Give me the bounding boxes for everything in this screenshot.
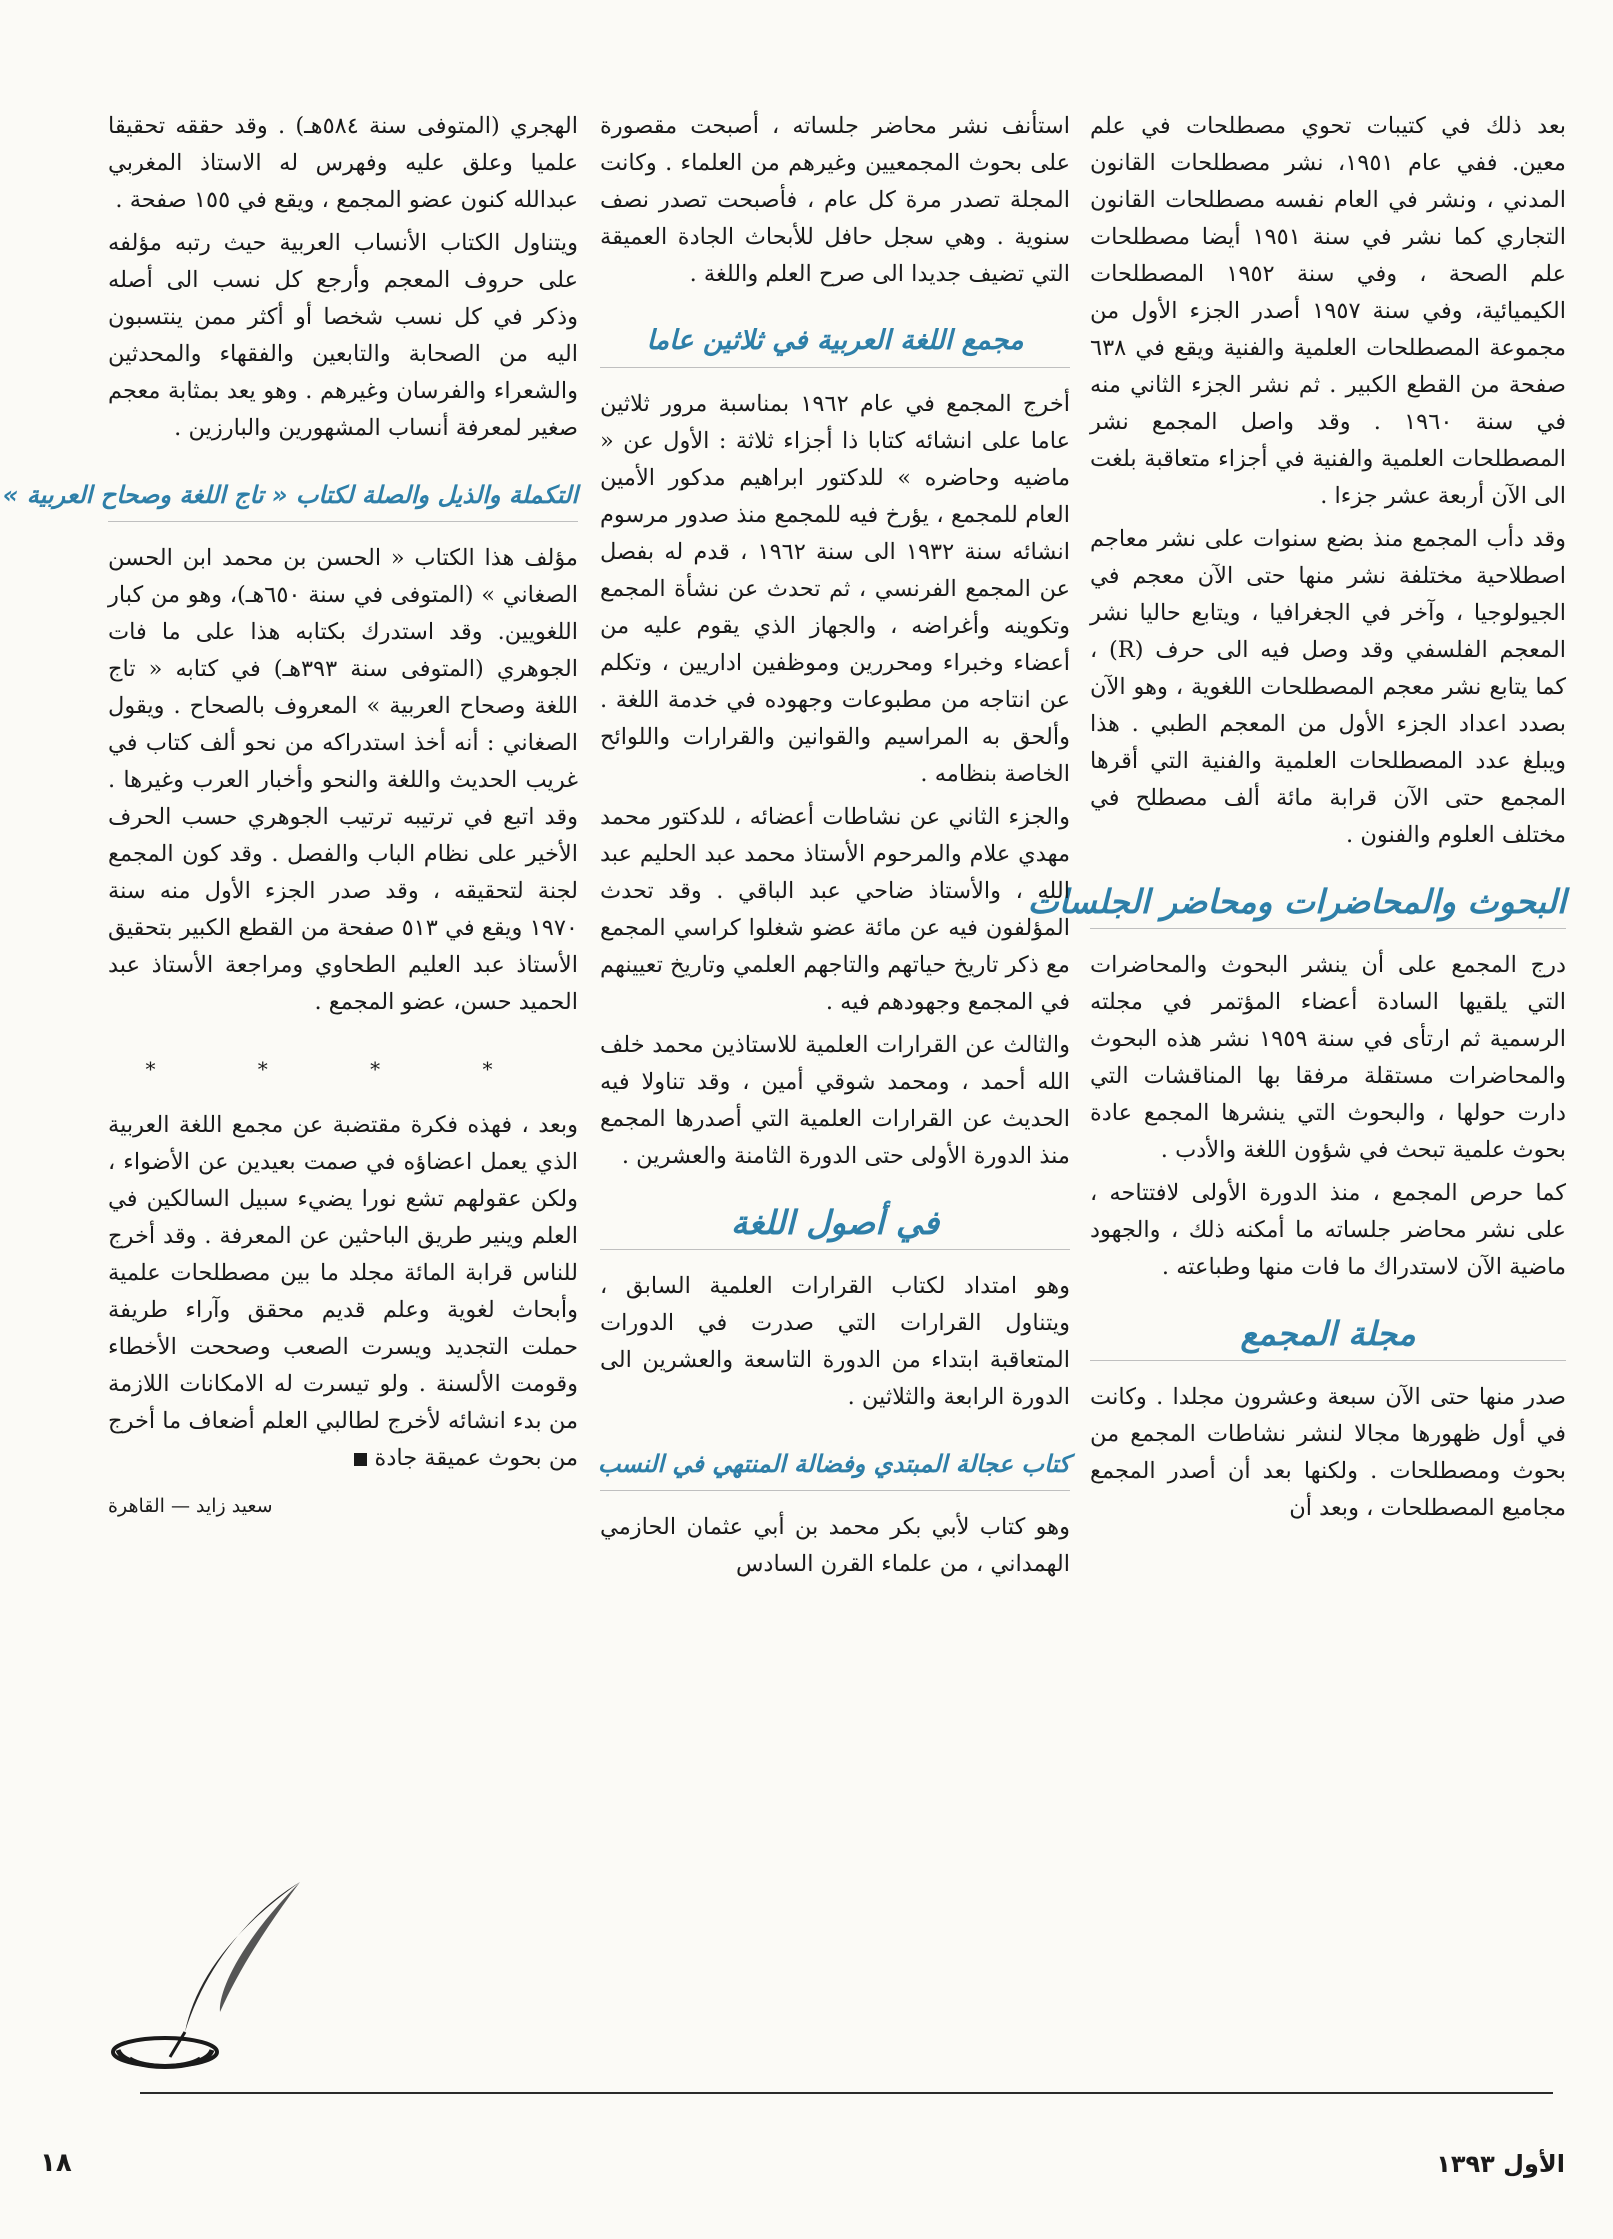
paragraph: والجزء الثاني عن نشاطات أعضائه ، للدكتور محمد مهدي علام والمرحوم الأستاذ محمد عبد الحليم عبد الله ، والأستاذ ضاحي عبد الباقي . وقد تحدث المؤلفون فيه عن مائة عضو شغلوا كراسي المجمع مع ذكر تاريخ حياتهم والتاجهم العلمي وتاريخ تعيينهم في المجمع وجهودهم فيه . — [600, 804, 1070, 1015]
paragraph: وقد دأب المجمع منذ بضع سنوات على نشر معاجم اصطلاحية مختلفة نشر منها حتى الآن معجم في الجيولوجيا ، وآخر في الجغرافيا ، ويتابع حاليا نشر المعجم الفلسفي وقد وصل فيه الى حرف (R) ، كما يتابع نشر معجم المصطلحات اللغوية ، وهو الآن بصدد اعداد الجزء الأول من المعجم الطبي . هذا ويبلغ عدد المصطلحات العلمية والفنية التي أقرها المجمع حتى الآن قرابة مائة ألف مصطلح في مختلف العلوم والفنون . — [1090, 526, 1566, 848]
paragraph: مؤلف هذا الكتاب « الحسن بن محمد ابن الحسن الصغاني » (المتوفى في سنة ٦٥٠هـ)، وهو من كبار اللغويين. وقد استدرك بكتابه هذا على ما فات الجوهري (المتوفى سنة ٣٩٣هـ) في كتابه « تاج اللغة وصحاح العربية » المعروف بالصحاح . ويقول الصغاني : أنه أخذ استدراكه من نحو ألف كتاب في غريب الحديث واللغة والنحو وأخبار العرب وغيرها . وقد اتبع في ترتيبه ترتيب الجوهري حسب الحرف الأخير على نظام الباب والفصل . وقد كون المجمع لجنة لتحقيقه ، وقد صدر الجزء الأول منه سنة ١٩٧٠ ويقع في ٥١٣ صفحة من القطع الكبير بتحقيق الأستاذ عبد العليم الطحاوي ومراجعة الأستاذ عبد الحميد حسن، عضو المجمع . — [108, 545, 578, 1015]
paragraph: بعد ذلك في كتيبات تحوي مصطلحات في علم معين. ففي عام ١٩٥١، نشر مصطلحات القانون المدني ، ونشر في العام نفسه مصطلحات القانون التجاري كما نشر في سنة ١٩٥١ أيضا مصطلحات علم الصحة ، وفي سنة ١٩٥٢ المصطلحات الكيميائية، وفي سنة ١٩٥٧ أصدر الجزء الأول من مجموعة المصطلحات العلمية والفنية ويقع في ٦٣٨ صفحة من القطع الكبير . ثم نشر الجزء الثاني منه في سنة ١٩٦٠ . وقد واصل المجمع نشر المصطلحات العلمية والفنية في أجزاء متعاقبة بلغت الى الآن أربعة عشر جزءا . — [1090, 113, 1567, 509]
issue-label: الأول ١٣٩٣ — [1436, 2150, 1565, 2178]
paragraph: كما حرص المجمع ، منذ الدورة الأولى لافتتاحه ، على نشر محاضر جلساته ما أمكنه ذلك ، والجهود ماضية الآن لاستدراك ما فات منها وطباعته . — [1090, 1180, 1566, 1280]
column-right — [1027, 108, 1567, 1527]
section-heading: مجمع اللغة العربية في ثلاثين عاما — [600, 319, 1070, 368]
paragraph: استأنف نشر محاضر جلساته ، أصبحت مقصورة على بحوث المجمعيين وغيرهم من العلماء . وكانت المجلة تصدر مرة كل عام ، فأصبحت تصدر نصف سنوية . وهي سجل حافل للأبحاث الجادة العميقة التي تضيف جديدا الى صرح العلم واللغة . — [600, 113, 1070, 287]
page-number: ١٨ — [40, 2148, 72, 2178]
section-heading: كتاب عجالة المبتدي وفضالة المنتهي في النسب — [600, 1442, 1070, 1491]
paragraph: أخرج المجمع في عام ١٩٦٢ بمناسبة مرور ثلاثين عاما على انشائه كتابا ذا أجزاء ثلاثة : الأول عن « ماضيه وحاضره » للدكتور ابراهيم مدكور الأمين العام للمجمع ، يؤرخ فيه للمجمع منذ صدور مرسوم انشائه سنة ١٩٣٢ الى سنة ١٩٦٢ ، قدم له بفصل عن المجمع الفرنسي ، ثم تحدث عن نشأة المجمع وتكوينه وأغراضه ، والجهاز الذي يقوم عليه من أعضاء وخبراء ومحررين وموظفين اداريين ، وتكلم عن انتاجه من مطبوعات وجهوده في خدمة اللغة . وألحق به المراسيم والقوانين والقرارات واللوائح الخاصة بنظامه . — [600, 391, 1070, 787]
section-heading: البحوث والمحاضرات ومحاضر الجلسات — [1090, 880, 1566, 929]
paragraph — [108, 1107, 578, 1477]
author-byline: سعيد زايد — القاهرة — [108, 1495, 273, 1517]
paragraph: الهجري (المتوفى سنة ٥٨٤هـ) . وقد حققه تحقيقا علميا وعلق عليه وفهرس له الاستاذ المغربي عبدالله كنون عضو المجمع ، ويقع في ١٥٥ صفحة . — [108, 113, 579, 213]
paragraph-text: وبعد ، فهذه فكرة مقتضبة عن مجمع اللغة العربية الذي يعمل اعضاؤه في صمت بعيدين عن الأضواء ، ولكن عقولهم تشع نورا يضيء سبيل السالكين في العلم وينير طريق الباحثين عن المعرفة . وقد أخرج للناس قرابة المائة مجلد ما بين مصطلحات علمية وأبحاث لغوية وعلم قديم محقق وآراء طريفة حملت التجديد ويسرت الصعب وصححت الأخطاء وقومت الألسنة . ولو تيسرت له الامكانات اللازمة من بدء انشائه لأخرج لطالبي العلم أضعاف ما أخرج من بحوث عميقة جادة — [108, 1112, 578, 1471]
section-separator: * * * * — [145, 1057, 541, 1081]
paragraph: درج المجمع على أن ينشر البحوث والمحاضرات التي يلقيها السادة أعضاء المؤتمر في مجلته الرسمية ثم ارتأى في سنة ١٩٥٩ نشر هذه البحوث والمحاضرات مستقلة مرفقا بها المناقشات التي دارت حولها ، والبحوث التي ينشرها المجمع عادة بحوث علمية تبحث في شؤون اللغة والأدب . — [1090, 952, 1566, 1163]
section-heading: في أصول اللغة — [600, 1201, 1070, 1250]
paragraph: ويتناول الكتاب الأنساب العربية حيث رتبه مؤلفه على حروف المعجم وأرجع كل نسب الى أصله وذكر في كل نسب شخصا أو أكثر ممن ينتسبون اليه من الصحابة والتابعين والفقهاء والمحدثين والشعراء والفرسان وغيرهم . وهو يعد بمثابة معجم صغير لمعرفة أنساب المشهورين والبارزين . — [108, 230, 578, 441]
quill-inkwell-icon — [100, 1872, 330, 2082]
end-mark-icon — [354, 1453, 367, 1466]
paragraph: وهو امتداد لكتاب القرارات العلمية السابق ، ويتناول القرارات التي صدرت في الدورات المتعاقبة ابتداء من الدورة التاسعة والعشرين الى الدورة الرابعة والثلاثين . — [600, 1273, 1070, 1410]
paragraph: وهو كتاب لأبي بكر محمد بن أبي عثمان الحازمي الهمداني ، من علماء القرن السادس — [600, 1514, 1070, 1577]
column-middle — [597, 108, 1070, 1583]
column-left — [2, 108, 579, 1517]
footer-rule — [140, 2092, 1553, 2094]
section-heading: التكملة والذيل والصلة لكتاب « تاج اللغة وصحاح العربية » — [108, 473, 578, 522]
section-heading: مجلة المجمع — [1090, 1312, 1566, 1361]
paragraph: والثالث عن القرارات العلمية للاستاذين محمد خلف الله أحمد ، ومحمد شوقي أمين ، وقد تناولا فيه الحديث عن القرارات العلمية التي أصدرها المجمع منذ الدورة الأولى حتى الدورة الثامنة والعشرين . — [600, 1032, 1070, 1169]
paragraph: صدر منها حتى الآن سبعة وعشرون مجلدا . وكانت في أول ظهورها مجالا لنشر نشاطات المجمع من بحوث ومصطلحات . ولكنها بعد أن أصدر المجمع مجاميع المصطلحات ، وبعد أن — [1090, 1384, 1566, 1521]
